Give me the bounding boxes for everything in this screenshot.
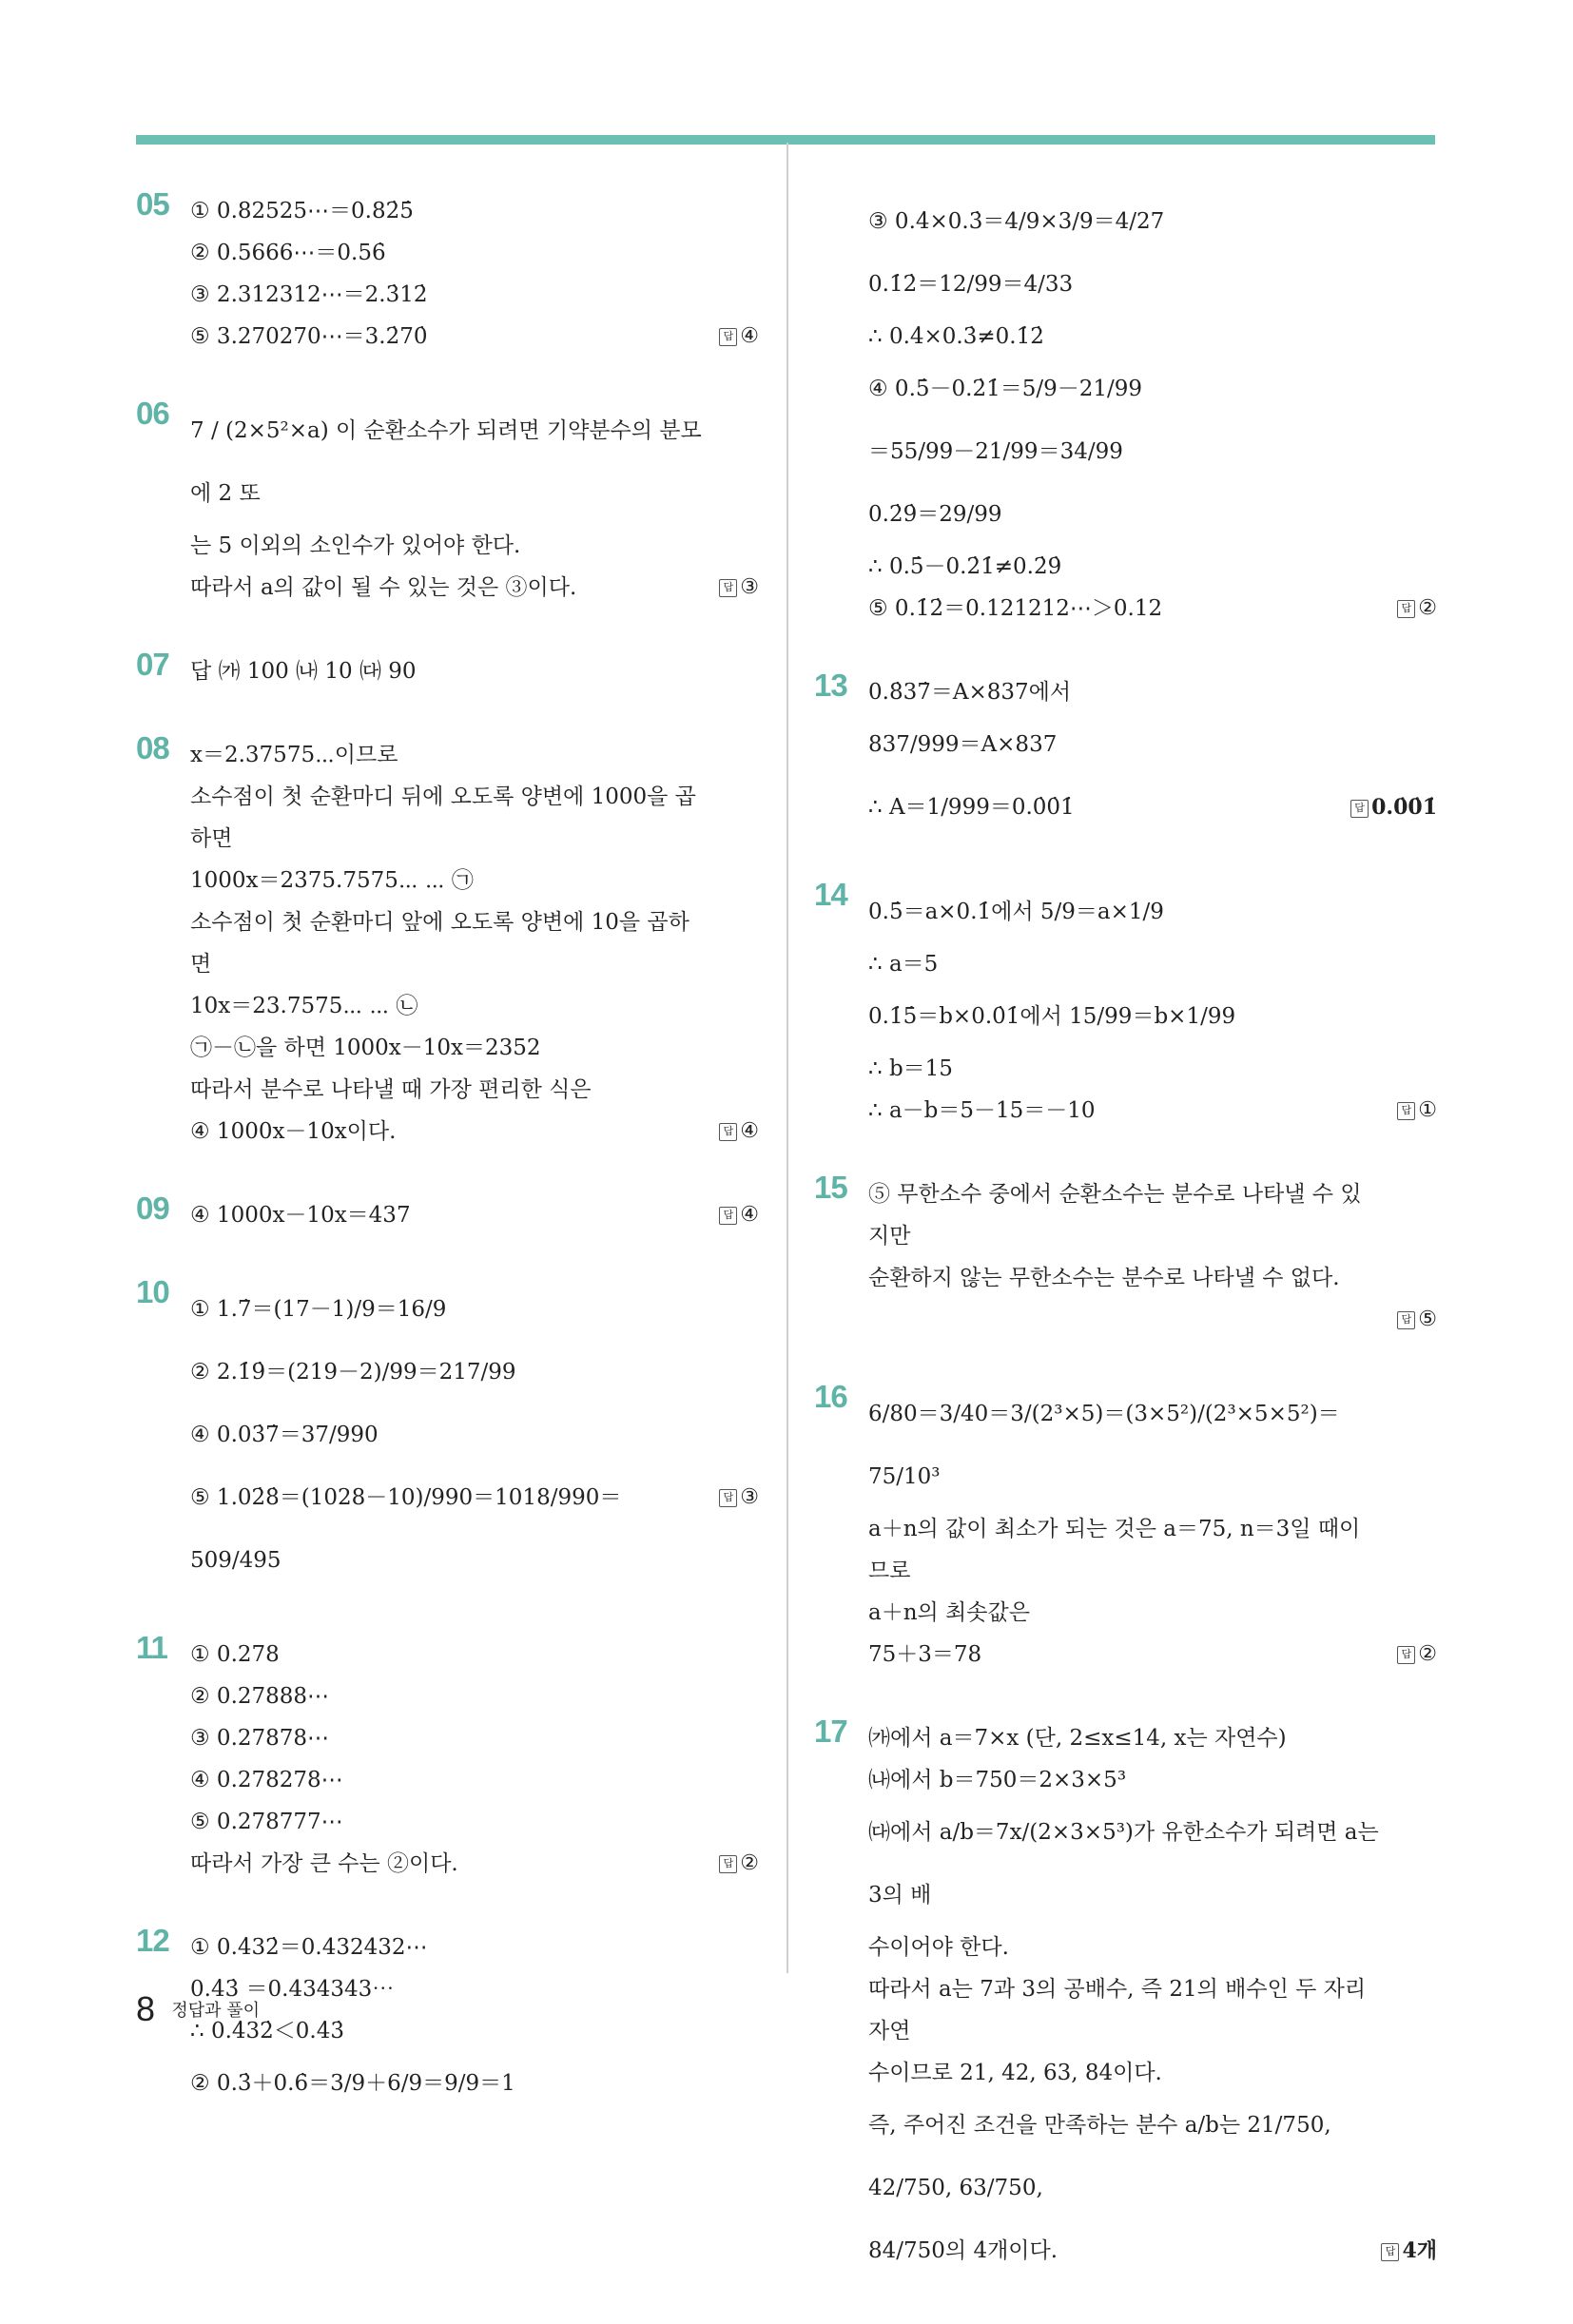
answer-mark xyxy=(719,567,759,609)
solution-text: 따라서 분수로 나타낼 때 가장 편리한 식은 xyxy=(190,1077,592,1102)
solution-text: 소수점이 첫 순환마디 뒤에 오도록 양변에 1000을 곱하면 xyxy=(190,784,696,851)
problem-11 xyxy=(136,1630,759,1885)
answer-value: ② xyxy=(740,1851,759,1875)
solution-line xyxy=(190,2052,759,2115)
solution-text: ⑤ 무한소수 중에서 순환소수는 분수로 나타낼 수 있지만 xyxy=(868,1182,1362,1249)
solution-line xyxy=(190,1069,759,1111)
solution-line xyxy=(190,316,759,358)
problem-06 xyxy=(136,396,759,609)
solution-line xyxy=(190,232,759,274)
solution-line xyxy=(868,2052,1437,2094)
solution-line xyxy=(868,1508,1437,1592)
solution-line xyxy=(868,985,1437,1048)
problem-cont xyxy=(814,190,1437,629)
solution-line xyxy=(190,1278,759,1341)
solution-line xyxy=(190,1404,759,1466)
answer-icon: 답 xyxy=(1381,2243,1399,2261)
answer-value: ⑤ xyxy=(1418,1307,1437,1331)
solution-text: 수이어야 한다. xyxy=(868,1935,1009,1960)
answer-mark xyxy=(1397,588,1437,629)
answer-value: ① xyxy=(1418,1098,1437,1122)
solution-text: 0.4̇3̇ ＝0.434343⋯ xyxy=(190,1977,395,2002)
solution-line xyxy=(868,1299,1437,1341)
answer-mark xyxy=(1381,2219,1437,2283)
solution-text: 1000x＝2375.7575⋯ ⋯ ㉠ xyxy=(190,868,474,893)
solution-text: 84/750의 4개이다. xyxy=(868,2238,1058,2263)
solution-line xyxy=(868,713,1437,776)
answer-icon: 답 xyxy=(719,1123,737,1141)
solution-text: 는 5 이외의 소인수가 있어야 한다. xyxy=(190,533,521,558)
footer-label: 정답과 풀이 xyxy=(171,2001,261,2021)
problem-number: 07 xyxy=(136,647,169,682)
solution-line xyxy=(868,1968,1437,2052)
solution-line xyxy=(190,860,759,901)
solution-text: ② 0.3̇＋0.6̇＝3/9＋6/9＝9/9＝1 xyxy=(190,2071,515,2096)
problem-number: 15 xyxy=(814,1170,847,1205)
answer-value: ④ xyxy=(740,1203,759,1227)
problem-14 xyxy=(814,877,1437,1132)
solution-text: ㈐에서 a/b＝7x/(2×3×5³)가 유한소수가 되려면 a는 3의 배 xyxy=(868,1820,1379,1908)
solution-line xyxy=(868,2094,1437,2219)
solution-line xyxy=(190,1801,759,1843)
problem-number: 09 xyxy=(136,1191,169,1226)
answer-mark xyxy=(1350,776,1437,840)
solution-line xyxy=(868,1592,1437,1634)
solution-text: ④ 0.278278⋯ xyxy=(190,1768,343,1792)
solution-text: ④ 1000x－10x＝437 xyxy=(190,1203,411,1228)
solution-line xyxy=(190,190,759,232)
solution-text: 75＋3＝78 xyxy=(868,1642,982,1667)
left-column xyxy=(136,186,759,2157)
solution-line xyxy=(190,274,759,316)
problem-number: 13 xyxy=(814,668,847,703)
solution-text: ③ 0.27878⋯ xyxy=(190,1726,330,1751)
solution-text: ⑤ 0.1̇2̇＝0.121212⋯＞0.12 xyxy=(868,596,1163,621)
solution-line xyxy=(190,650,759,692)
solution-line xyxy=(190,1843,759,1885)
answer-value: ② xyxy=(1418,1642,1437,1666)
solution-line xyxy=(868,316,1437,358)
solution-text: 답 ㈎ 100 ㈏ 10 ㈐ 90 xyxy=(190,659,417,684)
solution-text: ① 0.278 xyxy=(190,1642,280,1667)
solution-line xyxy=(868,881,1437,943)
solution-text: ∴ A＝1/999＝0.0̇0̇1̇ xyxy=(868,795,1075,820)
solution-text: 수이므로 21, 42, 63, 84이다. xyxy=(868,2061,1162,2085)
problem-number: 11 xyxy=(136,1630,167,1665)
answer-icon: 답 xyxy=(1397,600,1415,618)
problem-09 xyxy=(136,1191,759,1236)
solution-line xyxy=(868,1717,1437,1759)
solution-text: a＋n의 값이 최소가 되는 것은 a＝75, n＝3일 때이므로 xyxy=(868,1517,1361,1583)
answer-value: 0.0̇0̇1̇ xyxy=(1371,795,1437,820)
solution-line xyxy=(868,1257,1437,1299)
solution-text: ① 0.4̇32̇＝0.432432⋯ xyxy=(190,1935,428,1960)
solution-line xyxy=(190,1759,759,1801)
solution-text: ④ 0.03̇7̇＝37/990 xyxy=(190,1423,379,1447)
problem-16 xyxy=(814,1379,1437,1675)
answer-value: ④ xyxy=(740,324,759,348)
problem-number: 14 xyxy=(814,877,847,912)
solution-text: 0.5̇＝a×0.1̇에서 5/9＝a×1/9 xyxy=(868,900,1164,924)
answer-mark xyxy=(719,1194,759,1236)
problem-number: 05 xyxy=(136,186,169,222)
solution-text: ⑤ 1.02̇8̇＝(1028－10)/990＝1018/990＝509/495 xyxy=(190,1485,622,1573)
solution-text: ③ 0.4̇×0.3̇＝4/9×3/9＝4/27 xyxy=(868,209,1165,234)
solution-text: ＝55/99－21/99＝34/99 xyxy=(868,439,1123,464)
solution-line xyxy=(190,1968,759,2010)
answer-value: ③ xyxy=(740,575,759,599)
solution-text: ∴ b＝15 xyxy=(868,1056,953,1081)
solution-line xyxy=(868,1634,1437,1675)
solution-text: ∴ 0.4̇32̇＜0.4̇3̇ xyxy=(190,2019,344,2043)
answer-mark xyxy=(719,1111,759,1152)
solution-text: ④ 1000x－10x이다. xyxy=(190,1119,397,1144)
solution-text: ∴ 0.5̇－0.2̇1̇≠0.2̇9̇ xyxy=(868,554,1062,579)
answer-icon: 답 xyxy=(719,328,737,346)
solution-line xyxy=(868,588,1437,629)
solution-line xyxy=(868,1173,1437,1257)
solution-text: 6/80＝3/40＝3/(2³×5)＝(3×5²)/(2³×5×5²)＝75/10³ xyxy=(868,1402,1340,1489)
solution-text: ㈏에서 b＝750＝2×3×5³ xyxy=(868,1768,1127,1792)
answer-mark xyxy=(1397,1299,1437,1341)
solution-text: 7 / (2×5²×a) 이 순환소수가 되려면 기약분수의 분모에 2 또 xyxy=(190,418,702,506)
solution-line xyxy=(868,483,1437,546)
solution-text: ∴ a－b＝5－15＝－10 xyxy=(868,1098,1096,1123)
solution-line xyxy=(868,1383,1437,1508)
problem-10 xyxy=(136,1274,759,1592)
solution-text: ∴ 0.4̇×0.3̇≠0.1̇2̇ xyxy=(868,324,1044,349)
solution-line xyxy=(190,1927,759,1968)
solution-line xyxy=(868,671,1437,713)
problem-number: 17 xyxy=(814,1714,847,1749)
solution-text: ② 0.5666⋯＝0.56̇ xyxy=(190,241,386,265)
answer-icon: 답 xyxy=(1350,800,1369,818)
answer-value: 4개 xyxy=(1402,2238,1437,2263)
solution-line xyxy=(190,567,759,609)
solution-text: 소수점이 첫 순환마디 앞에 오도록 양변에 10을 곱하면 xyxy=(190,910,689,977)
solution-text: a＋n의 최솟값은 xyxy=(868,1600,1030,1625)
solution-text: 0.1̇5̇＝b×0.0̇1̇에서 15/99＝b×1/99 xyxy=(868,1004,1236,1029)
solution-line xyxy=(190,901,759,985)
solution-line xyxy=(190,525,759,567)
solution-text: ④ 0.5̇－0.2̇1̇＝5/9－21/99 xyxy=(868,377,1143,401)
answer-icon: 답 xyxy=(719,1855,737,1873)
solution-text: 0.1̇2̇＝12/99＝4/33 xyxy=(868,272,1074,297)
answer-mark xyxy=(719,1843,759,1885)
solution-line xyxy=(868,190,1437,253)
solution-line xyxy=(868,1048,1437,1090)
answer-icon: 답 xyxy=(1397,1102,1415,1120)
solution-line xyxy=(190,776,759,860)
problem-08 xyxy=(136,730,759,1152)
problem-number: 08 xyxy=(136,730,169,765)
answer-mark xyxy=(719,1466,759,1529)
solution-line xyxy=(868,1801,1437,1927)
solution-text: ① 1.7̇＝(17－1)/9＝16/9 xyxy=(190,1297,447,1322)
solution-text: ① 0.82525⋯＝0.82̇5̇ xyxy=(190,199,414,223)
problem-05 xyxy=(136,186,759,358)
solution-text: 따라서 a는 7과 3의 공배수, 즉 21의 배수인 두 자리 자연 xyxy=(868,1977,1367,2043)
solution-line xyxy=(190,1027,759,1069)
page-number: 8 xyxy=(136,1989,156,2028)
answer-icon: 답 xyxy=(1397,1311,1415,1329)
answer-mark xyxy=(719,316,759,358)
solution-line xyxy=(868,420,1437,483)
answer-icon: 답 xyxy=(719,1207,737,1225)
solution-line xyxy=(868,253,1437,316)
solution-text: 따라서 가장 큰 수는 ②이다. xyxy=(190,1851,458,1876)
solution-text: 따라서 a의 값이 될 수 있는 것은 ③이다. xyxy=(190,575,577,600)
solution-text: ③ 2.312312⋯＝2.3̇12̇ xyxy=(190,282,428,307)
solution-text: 0.8̇37̇＝A×837에서 xyxy=(868,680,1072,705)
problem-number: 06 xyxy=(136,396,169,431)
solution-text: 0.2̇9̇＝29/99 xyxy=(868,502,1002,527)
solution-text: ㈎에서 a＝7×x (단, 2≤x≤14, x는 자연수) xyxy=(868,1726,1287,1751)
answer-value: ③ xyxy=(740,1485,759,1509)
solution-line xyxy=(190,1194,759,1236)
solution-line xyxy=(868,1759,1437,1801)
solution-line xyxy=(190,399,759,525)
solution-line xyxy=(868,2219,1437,2282)
solution-text: ② 0.27888⋯ xyxy=(190,1684,330,1709)
solution-line xyxy=(190,1466,759,1592)
problem-07 xyxy=(136,647,759,692)
problem-number: 16 xyxy=(814,1379,847,1414)
column-divider xyxy=(786,143,788,1973)
problem-17 xyxy=(814,1714,1437,2282)
problem-15 xyxy=(814,1170,1437,1341)
answer-value: ④ xyxy=(740,1119,759,1143)
answer-mark xyxy=(1397,1634,1437,1675)
solution-text: 순환하지 않는 무한소수는 분수로 나타낼 수 없다. xyxy=(868,1266,1340,1290)
solution-line xyxy=(190,1675,759,1717)
solution-text: ㉠－㉡을 하면 1000x－10x＝2352 xyxy=(190,1036,541,1060)
solution-text: ⑤ 0.278777⋯ xyxy=(190,1810,343,1834)
problem-number: 10 xyxy=(136,1274,169,1309)
solution-text: x＝2.37575⋯이므로 xyxy=(190,743,398,767)
solution-line xyxy=(190,1717,759,1759)
solution-line xyxy=(868,1090,1437,1132)
solution-line xyxy=(868,1927,1437,1968)
answer-mark xyxy=(1397,1090,1437,1132)
solution-line xyxy=(868,358,1437,420)
solution-line xyxy=(190,985,759,1027)
right-column xyxy=(814,190,1437,2324)
solution-text: 즉, 주어진 조건을 만족하는 분수 a/b는 21/750, 42/750, 63/750, xyxy=(868,2113,1331,2200)
solution-line xyxy=(190,734,759,776)
solution-line xyxy=(868,776,1437,839)
solution-text: 837/999＝A×837 xyxy=(868,732,1058,757)
solution-text: ∴ a＝5 xyxy=(868,952,939,977)
solution-text: 10x＝23.7575⋯ ⋯ ㉡ xyxy=(190,994,418,1018)
solution-line xyxy=(190,2010,759,2052)
solution-text: ⑤ 3.270270⋯＝3.2̇70̇ xyxy=(190,324,428,349)
answer-icon: 답 xyxy=(719,1489,737,1507)
problem-13 xyxy=(814,668,1437,839)
solution-line xyxy=(868,943,1437,985)
solution-line xyxy=(190,1111,759,1152)
header-rule xyxy=(136,135,1435,145)
answer-icon: 답 xyxy=(1397,1646,1415,1664)
solution-line xyxy=(868,546,1437,588)
page-footer xyxy=(136,1989,260,2029)
problem-number: 12 xyxy=(136,1923,169,1958)
solution-line xyxy=(190,1341,759,1404)
solution-line xyxy=(190,1634,759,1675)
answer-icon: 답 xyxy=(719,579,737,597)
solution-text: ② 2.1̇9̇＝(219－2)/99＝217/99 xyxy=(190,1360,516,1385)
answer-value: ② xyxy=(1418,596,1437,620)
